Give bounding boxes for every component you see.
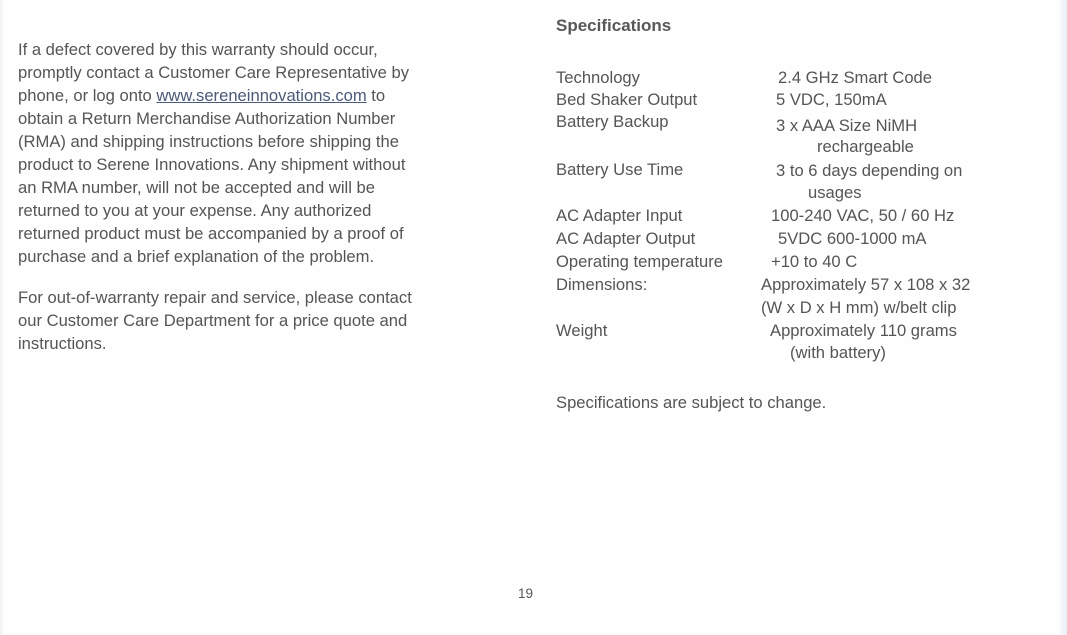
warranty-line-6: product to Serene Innovations. Any shipment without xyxy=(18,155,406,174)
spec-label-operating-temperature: Operating temperature xyxy=(556,252,723,271)
spec-value-battery-use-time-2: usages xyxy=(808,183,862,202)
warranty-line-8: returned to you at your expense. Any authorized xyxy=(18,201,372,220)
spec-label-technology: Technology xyxy=(556,68,640,87)
warranty-line-3 xyxy=(18,84,496,107)
oow-line-1: For out-of-warranty repair and service, please contact xyxy=(18,288,412,307)
website-link[interactable]: www.sereneinnovations.com xyxy=(156,86,367,105)
oow-line-3: instructions. xyxy=(18,334,107,353)
out-of-warranty-paragraph xyxy=(18,286,496,355)
spec-label-weight: Weight xyxy=(556,321,608,340)
page-left-edge xyxy=(0,0,4,635)
spec-value-weight-2: (with battery) xyxy=(790,343,886,362)
spec-label-ac-adapter-input: AC Adapter Input xyxy=(556,206,683,225)
spec-value-dimensions: Approximately 57 x 108 x 32 xyxy=(761,275,971,294)
spec-value-battery-use-time: 3 to 6 days depending on xyxy=(776,161,963,180)
spec-value-technology: 2.4 GHz Smart Code xyxy=(778,68,933,87)
page-number: 19 xyxy=(518,586,534,601)
warranty-line-5: (RMA) and shipping instructions before shipping the xyxy=(18,132,399,151)
spec-value-ac-adapter-input: 100-240 VAC, 50 / 60 Hz xyxy=(771,206,955,225)
spec-label-dimensions: Dimensions: xyxy=(556,275,648,294)
oow-line-2: our Customer Care Department for a price quote and xyxy=(18,311,408,330)
warranty-text xyxy=(18,38,496,355)
warranty-line-10: purchase and a brief explanation of the problem. xyxy=(18,247,375,266)
spec-label-bed-shaker-output: Bed Shaker Output xyxy=(556,90,698,109)
warranty-line-4: obtain a Return Merchandise Authorization Number xyxy=(18,109,396,128)
page-right-edge xyxy=(1057,0,1067,635)
spec-value-battery-backup-2: rechargeable xyxy=(817,137,914,156)
spec-value-weight: Approximately 110 grams xyxy=(770,321,957,340)
spec-value-battery-backup: 3 x AAA Size NiMH xyxy=(776,116,918,135)
spec-label-battery-backup: Battery Backup xyxy=(556,112,669,131)
warranty-line-7: an RMA number, will not be accepted and will be xyxy=(18,178,375,197)
spec-value-bed-shaker-output: 5 VDC, 150mA xyxy=(776,90,887,109)
warranty-line-9: returned product must be accompanied by a proof of xyxy=(18,224,404,243)
spec-value-dimensions-2: (W x D x H mm) w/belt clip xyxy=(761,298,957,317)
spec-value-ac-adapter-output: 5VDC 600-1000 mA xyxy=(778,229,927,248)
spec-label-battery-use-time: Battery Use Time xyxy=(556,160,684,179)
spec-value-operating-temperature: +10 to 40 C xyxy=(771,252,858,271)
specifications-note: Specifications are subject to change. xyxy=(556,393,827,412)
warranty-line-3-suffix: to xyxy=(366,86,386,105)
warranty-line-2: promptly contact a Customer Care Representative by xyxy=(18,63,410,82)
warranty-line-3-text: phone, or log onto xyxy=(18,86,157,105)
specifications-title: Specifications xyxy=(556,16,672,35)
spec-label-ac-adapter-output: AC Adapter Output xyxy=(556,229,696,248)
warranty-line-1: If a defect covered by this warranty should occur, xyxy=(18,40,378,59)
